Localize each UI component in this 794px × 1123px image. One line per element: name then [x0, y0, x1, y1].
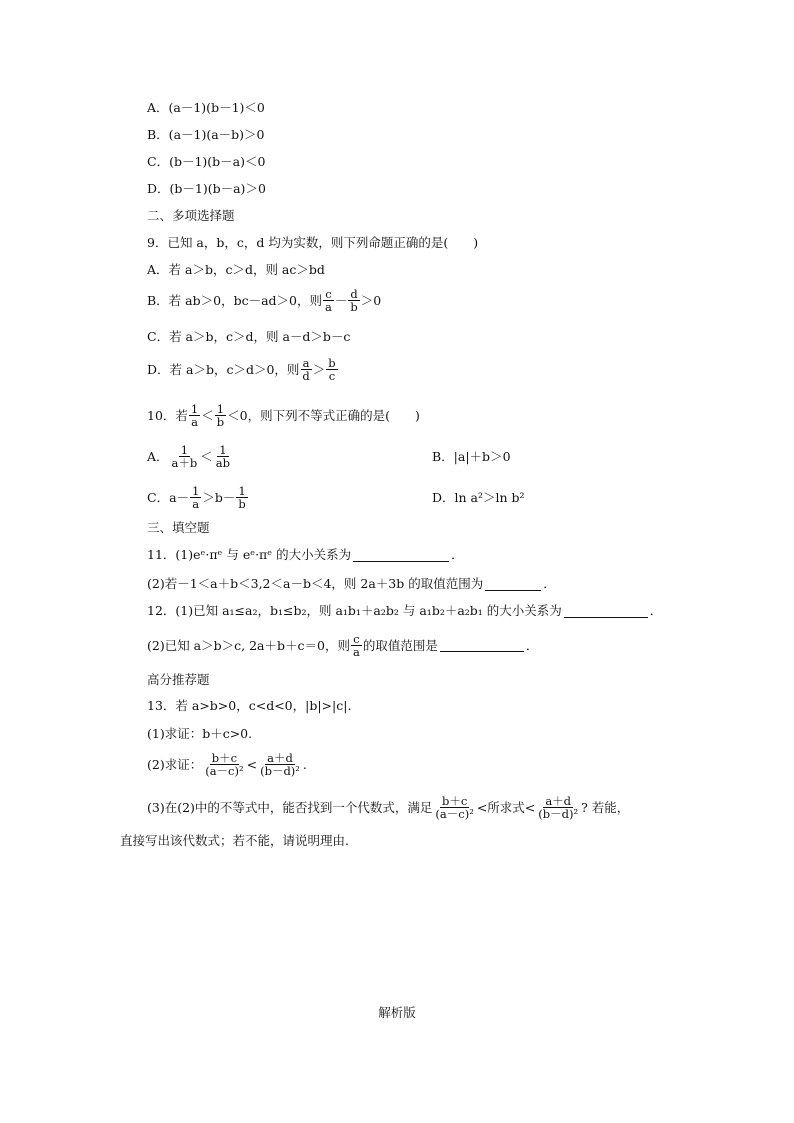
question-10-options-row-1: [147, 444, 707, 469]
option-d: D．(b－1)(b－a)＞0: [147, 181, 266, 196]
operator: <: [246, 756, 258, 772]
question-10-option-b: B．|a|＋b＞0: [432, 448, 511, 464]
text: <所求式<: [476, 799, 536, 815]
text: ? 若能，: [581, 799, 630, 815]
fraction: [236, 485, 247, 510]
denominator: a: [192, 497, 200, 511]
question-9-option-a: A．若 a＞b，c＞d，则 ac＞bd: [147, 262, 325, 277]
denominator: a＋b: [171, 456, 198, 470]
denominator: ab: [215, 456, 230, 470]
numerator: 1: [180, 443, 189, 457]
fraction: [300, 357, 311, 382]
fraction: [189, 403, 200, 428]
text: ．: [543, 576, 556, 591]
numerator: b＋c: [211, 751, 238, 765]
option-a: A．(a－1)(b－1)＜0: [147, 100, 265, 115]
question-13-part-3-line-2: 直接写出该代数式；若不能，请说明理由.: [120, 833, 349, 848]
numerator: 1: [216, 402, 225, 416]
question-9-option-b: [147, 288, 381, 313]
denominator: (b－d)²: [538, 807, 579, 821]
text: ＞0: [360, 292, 382, 308]
question-10-options-row-2: [147, 485, 707, 510]
fraction: [214, 444, 232, 469]
text: (2)已知 a＞b＞c, 2a＋b＋c＝0，则: [147, 637, 350, 653]
operator: ＜: [201, 407, 214, 423]
text: 11．(1)eᵉ·πᵉ 与 eᵉ·πᵉ 的大小关系为: [147, 547, 352, 562]
denominator: a: [324, 300, 332, 314]
question-10-option-d: D．ln a²＞ln b²: [432, 489, 525, 505]
question-11-part-2: [147, 576, 556, 592]
text: ＞b－: [202, 489, 236, 505]
numerator: 1: [219, 443, 227, 457]
fraction: [323, 288, 334, 313]
question-13-part-3: [147, 795, 629, 820]
text: ．: [649, 603, 663, 618]
answer-blank[interactable]: [485, 578, 541, 591]
text: D．若 a＞b，c＞d＞0，则: [147, 361, 300, 377]
denominator: (a－c)²: [205, 764, 244, 778]
question-13-part-1: (1)求证：b＋c>0.: [147, 726, 253, 741]
question-11-part-1: [147, 547, 464, 563]
denominator: a: [352, 645, 360, 659]
question-13-stem: 13．若 a>b>0，c<d<0，|b|>|c|.: [147, 698, 352, 713]
denominator: b: [216, 415, 225, 429]
denominator: d: [302, 369, 310, 383]
denominator: a: [191, 415, 198, 429]
text: B．若 ab＞0，bc－ad＞0，则: [147, 292, 322, 308]
numerator: a＋d: [545, 794, 572, 808]
denominator: (a－c)²: [435, 807, 474, 821]
text: (3)在(2)中的不等式中，能否找到一个代数式，满足: [147, 799, 433, 815]
denominator: b: [238, 497, 246, 511]
numerator: d: [350, 287, 358, 301]
question-10-stem: [147, 403, 420, 428]
denominator: (b－d)²: [260, 764, 300, 778]
text: 的取值范围是: [362, 637, 438, 653]
fraction: [433, 795, 475, 820]
numerator: c: [353, 632, 360, 646]
question-9-option-c: C．若 a＞b，c＞d，则 a－d＞b－c: [147, 329, 351, 344]
fraction: [190, 485, 201, 510]
section-title-recommended: 高分推荐题: [147, 672, 210, 687]
numerator: b＋c: [441, 794, 468, 808]
fraction: [326, 357, 337, 382]
numerator: a: [302, 356, 310, 370]
fraction: [536, 795, 580, 820]
numerator: a＋d: [267, 751, 293, 765]
numerator: b: [328, 356, 336, 370]
operator: ＜: [200, 448, 213, 464]
option-b: B．(a－1)(a－b)＞0: [147, 127, 265, 142]
denominator: c: [328, 369, 336, 383]
denominator: b: [350, 300, 358, 314]
numerator: 1: [238, 484, 246, 498]
operator: －: [334, 292, 348, 308]
answer-blank[interactable]: [353, 549, 449, 562]
fraction: [203, 752, 245, 777]
question-13-part-2: [147, 752, 307, 777]
operator: ＞: [312, 361, 326, 377]
answer-blank[interactable]: [564, 605, 648, 618]
fraction: [351, 633, 362, 658]
text: 12．(1)已知 a₁≤a₂，b₁≤b₂，则 a₁b₁＋a₂b₂ 与 a₁b₂＋a₂b₁ 的大小关系为: [147, 603, 562, 618]
question-9-stem: 9．已知 a，b，c，d 均为实数，则下列命题正确的是( ): [147, 235, 479, 250]
fraction: [215, 403, 226, 428]
footer-label: 解析版: [378, 1005, 416, 1020]
fraction: [258, 752, 302, 777]
section-title-multi-choice: 二、多项选择题: [147, 208, 235, 223]
text: A．: [147, 448, 169, 464]
text: 10．若: [147, 407, 188, 423]
question-12-part-1: [147, 603, 662, 619]
section-title-fill-blank: 三、填空题: [147, 520, 210, 535]
numerator: c: [325, 287, 332, 301]
question-9-option-d: [147, 357, 339, 382]
text: C．a－: [147, 489, 190, 505]
text: (2)若－1＜a＋b＜3,2＜a－b＜4，则 2a＋3b 的取值范围为: [147, 576, 484, 591]
fraction: [348, 288, 359, 313]
text: .: [302, 756, 307, 772]
text: ＜0，则下列不等式正确的是( ): [227, 407, 420, 423]
fraction: [170, 444, 200, 469]
option-c: C．(b－1)(b－a)＜0: [147, 154, 266, 169]
text: (2)求证：: [147, 756, 203, 772]
answer-blank[interactable]: [440, 639, 524, 652]
text: ．: [525, 637, 539, 653]
numerator: 1: [192, 484, 200, 498]
question-12-part-2: [147, 633, 538, 658]
numerator: 1: [190, 402, 199, 416]
text: ．: [451, 547, 464, 562]
